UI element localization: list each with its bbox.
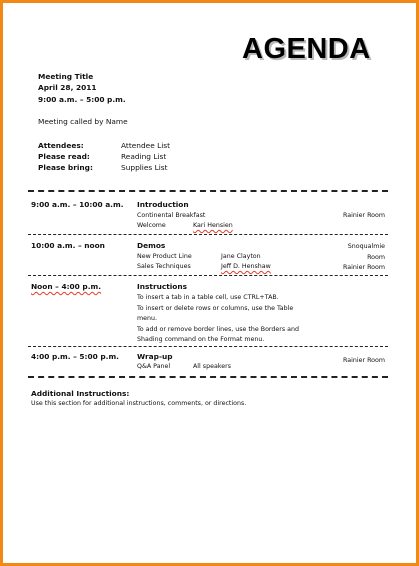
please-read-label: Please read: bbox=[38, 152, 90, 161]
session-time: 9:00 a.m. – 10:00 a.m. bbox=[31, 200, 124, 209]
please-bring-value: Supplies List bbox=[121, 163, 168, 172]
instruction-line: To insert or delete rows or columns, use the Table bbox=[137, 305, 294, 312]
session-heading: Instructions bbox=[137, 282, 188, 291]
session-room: Room bbox=[367, 254, 385, 261]
instruction-line: To add or remove border lines, use the Borders and bbox=[137, 326, 299, 333]
meeting-time: 9:00 a.m. – 5:00 p.m. bbox=[38, 95, 126, 104]
session-presenter: Kari Hensien bbox=[193, 222, 233, 229]
session-item: Q&A Panel bbox=[137, 363, 171, 370]
agenda-title: AGENDA bbox=[242, 33, 371, 65]
please-bring-label: Please bring: bbox=[38, 163, 93, 172]
meeting-date: April 28, 2011 bbox=[38, 83, 97, 92]
session-heading: Wrap-up bbox=[137, 352, 173, 361]
session-time: 4:00 p.m. – 5:00 p.m. bbox=[31, 352, 119, 361]
session-item: Continental Breakfast bbox=[137, 212, 206, 219]
session-room: Snoqualmie bbox=[347, 243, 385, 250]
attendees-label: Attendees: bbox=[38, 141, 84, 150]
instruction-line: Shading command on the Format menu. bbox=[137, 336, 265, 343]
session-room: Rainier Room bbox=[343, 212, 385, 219]
section-divider bbox=[28, 190, 388, 192]
instruction-line: menu. bbox=[137, 315, 157, 322]
session-room: Rainier Room bbox=[343, 264, 385, 271]
additional-text: Use this section for additional instructions, comments, or directions. bbox=[31, 400, 247, 407]
row-divider bbox=[28, 346, 388, 347]
session-presenter: Jane Clayton bbox=[221, 253, 261, 260]
session-presenter: Jeff D. Henshaw bbox=[221, 263, 271, 270]
session-item: Sales Techniques bbox=[137, 263, 191, 270]
session-time: 10:00 a.m. – noon bbox=[31, 241, 105, 250]
section-divider bbox=[28, 376, 388, 378]
row-divider bbox=[28, 234, 388, 235]
please-read-value: Reading List bbox=[121, 152, 167, 161]
session-time: Noon – 4:00 p.m. bbox=[31, 282, 102, 291]
session-item: New Product Line bbox=[137, 253, 192, 260]
meeting-title: Meeting Title bbox=[38, 72, 94, 81]
session-room: Rainier Room bbox=[343, 357, 385, 364]
row-divider bbox=[28, 275, 388, 276]
session-presenter: All speakers bbox=[193, 363, 231, 370]
session-item: Welcome bbox=[137, 222, 166, 229]
session-heading: Demos bbox=[137, 241, 166, 250]
additional-heading: Additional Instructions: bbox=[31, 389, 130, 398]
instruction-line: To insert a tab in a table cell, use CTRL+TAB. bbox=[137, 294, 279, 301]
meeting-called-by: Meeting called by Name bbox=[38, 117, 128, 126]
session-heading: Introduction bbox=[137, 200, 189, 209]
attendees-value: Attendee List bbox=[121, 141, 171, 150]
